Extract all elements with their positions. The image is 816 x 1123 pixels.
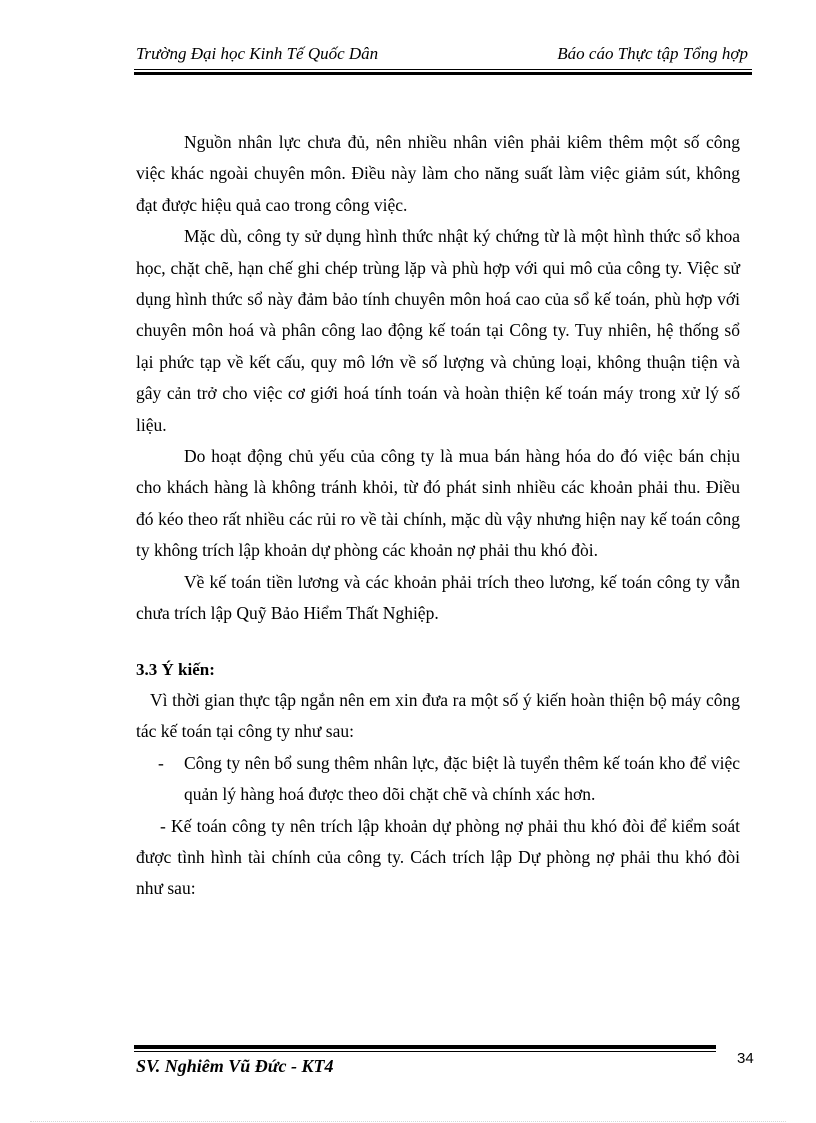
- page-number: 34: [737, 1050, 754, 1067]
- footer-rule-thick: [134, 1045, 716, 1049]
- section-title: 3.3 Ý kiến:: [136, 659, 215, 679]
- header-report-title: Báo cáo Thực tập Tổng hợp: [557, 44, 748, 63]
- footer-author: SV. Nghiêm Vũ Đức - KT4: [136, 1056, 334, 1076]
- header-university: Trường Đại học Kinh Tế Quốc Dân: [136, 44, 379, 63]
- recommendation-text: Công ty nên bổ sung thêm nhân lực, đặc biệt là tuyển thêm kế toán kho để việc quản lý hàng hoá được theo dõi chặt chẽ và chính xác hơn.: [184, 752, 740, 805]
- section-intro: Vì thời gian thực tập ngắn nên em xin đưa ra một số ý kiến hoàn thiện bộ máy công tác kế toán tại công ty như sau:: [136, 689, 740, 742]
- recommendation-item: [136, 748, 740, 811]
- paragraph-staffing: Nguồn nhân lực chưa đủ, nên nhiều nhân viên phải kiêm thêm một số công việc khác ngoài chuyên môn. Điều này làm cho năng suất làm việc giảm sút, không đạt được hiệu quả cao trong công việc.: [136, 132, 740, 215]
- header-rule-thick: [134, 72, 752, 75]
- recommendation-provision: - Kế toán công ty nên trích lập khoản dự phòng nợ phải thu khó đòi để kiểm soát được tình hình tài chính của công ty. Cách trích lập Dự phòng nợ phải thu khó đòi như sau:: [136, 815, 740, 899]
- page-bottom-border: [30, 1121, 786, 1122]
- header-rule-thin: [134, 69, 752, 70]
- bullet-dash: -: [158, 752, 164, 773]
- footer-rule-thin: [134, 1051, 716, 1052]
- paragraph-unemployment-fund: Về kế toán tiền lương và các khoản phải trích theo lương, kế toán công ty vẫn chưa trích lập Quỹ Bảo Hiểm Thất Nghiệp.: [136, 571, 740, 624]
- paragraph-receivables: Do hoạt động chủ yếu của công ty là mua bán hàng hóa do đó việc bán chịu cho khách hàng là không tránh khỏi, từ đó phát sinh nhiều các khoản phải thu. Điều đó kéo theo rất nhiều các rủi ro về tài chính, mặc dù vậy nhưng hiện nay kế toán công ty không trích lập khoản dự phòng các khoản nợ phải thu khó đòi.: [136, 446, 740, 561]
- document-body: [136, 127, 740, 905]
- paragraph-ledger-system: Mặc dù, công ty sử dụng hình thức nhật ký chứng từ là một hình thức sổ khoa học, chặt chẽ, hạn chế ghi chép trùng lặp và phù hợp với qui mô của công ty. Việc sử dụng hình thức sổ này đảm bảo tính chuyên môn hoá cao của sổ kế toán, phù hợp với chuyên môn hoá và phân công lao động kế toán tại Công ty. Tuy nhiên, hệ thống sổ lại phức tạp về kết cấu, quy mô lớn về số lượng và chủng loại, không thuận tiện và gây cản trở cho việc cơ giới hoá tính toán và hoàn thiện kế toán máy trong xử lý số liệu.: [136, 226, 740, 435]
- page-header: [134, 44, 752, 66]
